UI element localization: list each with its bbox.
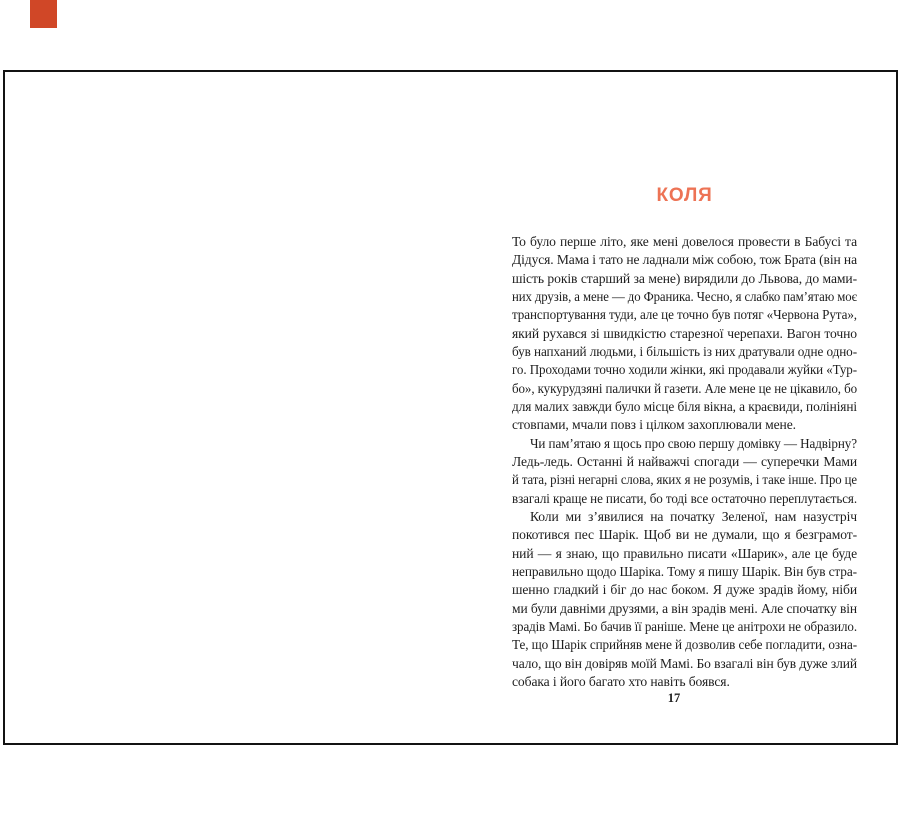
- text-line: який рухався зі швидкістю старезної черепахи. Вагон точно: [512, 325, 857, 341]
- left-page-blank: [5, 72, 451, 743]
- text-line: покотився пес Шарік. Щоб ви не думали, що я безграмот-: [512, 527, 857, 543]
- text-line: Дідуся. Мама і тато не ладнали між собою, тож Брата (він на: [512, 252, 857, 268]
- text-line: транспортування туди, але це точно був потяг «Червона Рута»,: [512, 307, 857, 323]
- text-line: й тата, різні негарні слова, яких я не розумів, і таке інше. Про це: [512, 472, 857, 488]
- text-line: То було перше літо, яке мені довелося провести в Бабусі та: [512, 234, 857, 249]
- text-line: Ледь-ледь. Останні й найважчі спогади — суперечки Мами: [512, 453, 857, 469]
- text-line: взагалі краще не писати, бо тоді все остаточно переплутається.: [512, 490, 857, 506]
- text-line: Коли ми з’явилися на початку Зеленої, нам назустріч: [530, 508, 857, 524]
- text-line: собака і його багато хто навіть боявся.: [512, 673, 730, 689]
- text-line: чало, що він довіряв моїй Мамі. Бо взагалі він був дуже злий: [512, 655, 857, 671]
- page-number: 17: [667, 691, 681, 705]
- body-text: [512, 233, 857, 691]
- text-line: ми були давніми друзями, а він зрадів мені. Але спочатку він: [512, 600, 857, 616]
- chapter-title: КОЛЯ: [656, 185, 713, 206]
- text-line: Чи пам’ятаю я щось про свою першу домівку — Надвірну?: [530, 435, 857, 451]
- text-line: стовпами, мчали повз і цілком захоплювали мене.: [512, 417, 796, 433]
- text-line: ний — я знаю, що правильно писати «Шарик», але це буде: [512, 545, 857, 561]
- text-line: шість років старший за мене) вирядили до Львова, до мами-: [512, 270, 857, 286]
- text-line: бо», кукурудзяні палички й газети. Але мене це не цікавило, бо: [512, 380, 857, 396]
- text-line: для малих завжди було місце біля вікна, а краєвиди, полініяні: [512, 398, 857, 414]
- text-line: шенно гладкий і біг до нас боком. Я дуже зрадів йому, ніби: [512, 582, 857, 598]
- text-line: був напханий людьми, і більшість із них дратували одне одно-: [512, 343, 857, 359]
- text-line: Те, що Шарік сприйняв мене й дозволив себе погладити, озна-: [512, 637, 857, 653]
- text-line: них друзів, а мене — до Франика. Чесно, я слабко пам’ятаю моє: [512, 288, 857, 304]
- text-line: зрадів Мамі. Бо бачив її раніше. Мене це анітрохи не образило.: [512, 618, 857, 634]
- text-line: неправильно щодо Шаріка. Тому я пишу Шарік. Він був стра-: [512, 563, 857, 579]
- text-line: го. Проходами точно ходили жінки, які продавали жуйки «Тур-: [512, 362, 857, 378]
- red-bookmark-tab: [30, 0, 57, 28]
